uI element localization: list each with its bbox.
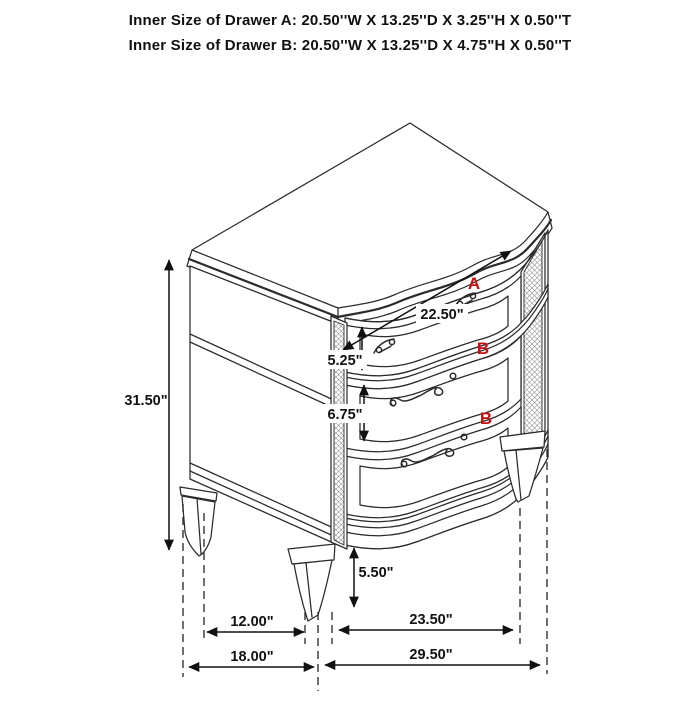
back-left-leg <box>180 487 217 556</box>
overall-depth-label: 18.00" <box>230 649 274 665</box>
drawer-width-label: 22.50" <box>420 307 464 323</box>
leg-height-label: 5.50" <box>358 565 394 581</box>
front-left-leg <box>288 544 335 621</box>
overall-width-label: 29.50" <box>409 647 453 663</box>
inner-size-header <box>0 8 700 58</box>
drawer-a-height-label: 5.25" <box>327 353 363 369</box>
drawer-b-middle-label: B <box>476 339 490 358</box>
side-span-label: 12.00" <box>230 614 274 630</box>
overall-height-label: 31.50" <box>124 393 168 409</box>
drawer-b-bottom-label: B <box>479 409 493 428</box>
drawer-b-inner-size-text: Inner Size of Drawer B: 20.50''W X 13.25''D X 4.75"H X 0.50''T <box>128 37 572 54</box>
drawer-a-inner-size-text: Inner Size of Drawer A: 20.50''W X 13.25''D X 3.25''H X 0.50''T <box>128 12 572 29</box>
nightstand-illustration <box>180 123 552 621</box>
drawer-a-label: A <box>467 274 481 293</box>
drawer-b-height-label: 6.75" <box>327 407 363 423</box>
front-span-label: 23.50" <box>409 612 453 628</box>
